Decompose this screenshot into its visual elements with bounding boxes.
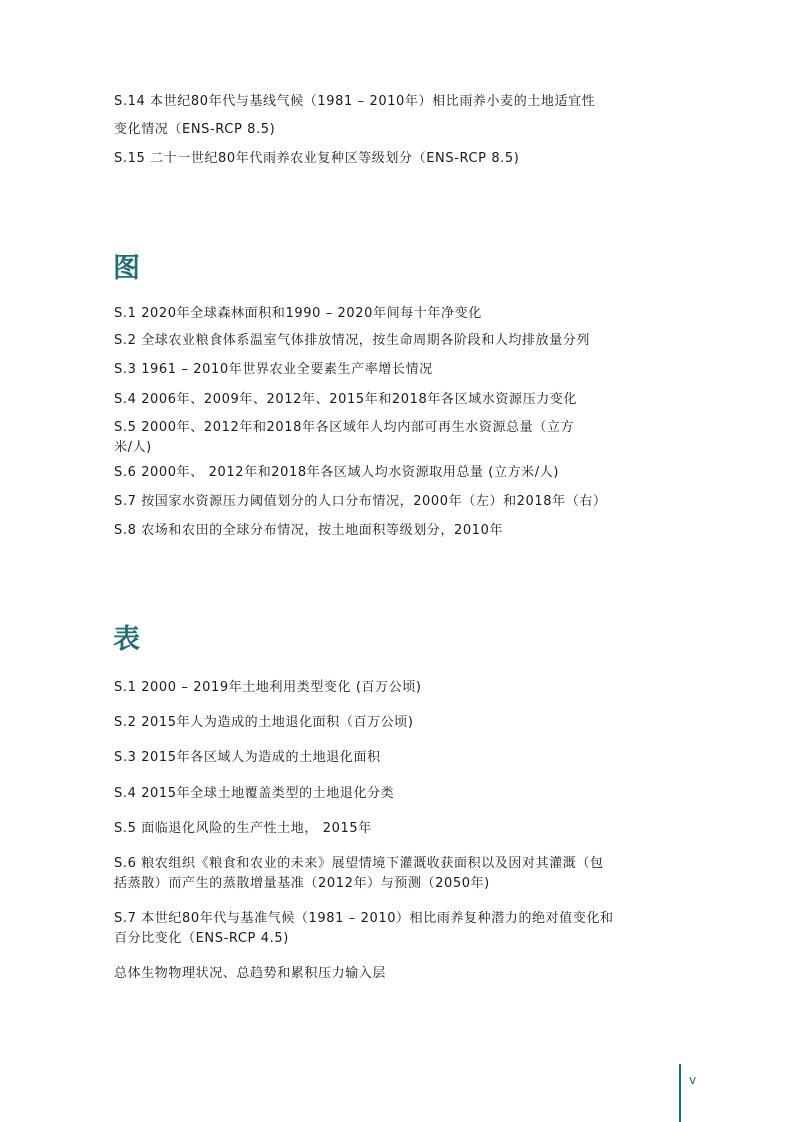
figure-list-item: S.7 按国家水资源压力阈值划分的人口分布情况，2000年（左）和2018年（右） [114, 494, 607, 509]
table-list-item: 总体生物物理状况、总趋势和累积压力输入层 [114, 966, 387, 981]
table-list-item: S.2 2015年人为造成的土地退化面积（百万公顷) [114, 715, 414, 730]
page-number: v [689, 1073, 697, 1087]
map-list-item: S.15 二十一世纪80年代雨养农业复种区等级划分（ENS-RCP 8.5) [114, 151, 520, 166]
figure-list-item: S.3 1961 – 2010年世界农业全要素生产率增长情况 [114, 362, 433, 377]
figure-list-item: S.8 农场和农田的全球分布情况，按土地面积等级划分，2010年 [114, 523, 504, 538]
tables-heading: 表 [113, 624, 140, 655]
figure-list-item: S.5 2000年、2012年和2018年各区域年人均内部可再生水资源总量（立方 米/人) [114, 420, 575, 455]
figure-list-item: S.1 2020年全球森林面积和1990 – 2020年间每十年净变化 [114, 306, 482, 321]
table-list-item: S.3 2015年各区域人为造成的土地退化面积 [114, 750, 381, 765]
figure-list-item: S.4 2006年、2009年、2012年、2015年和2018年各区域水资源压力变化 [114, 392, 578, 407]
table-list-item: S.5 面临退化风险的生产性土地， 2015年 [114, 821, 372, 836]
figure-list-item: S.6 2000年、 2012年和2018年各区域人均水资源取用总量 (立方米/人) [114, 465, 560, 480]
table-list-item: S.4 2015年全球土地覆盖类型的土地退化分类 [114, 786, 395, 801]
figures-heading: 图 [113, 253, 140, 284]
figure-list-item: S.2 全球农业粮食体系温室气体排放情况，按生命周期各阶段和人均排放量分列 [114, 333, 590, 348]
table-list-item: S.7 本世纪80年代与基准气候（1981 – 2010）相比雨养复种潜力的绝对值变化和 百分比变化（ENS-RCP 4.5) [114, 911, 614, 946]
map-list-item: 变化情况（ENS-RCP 8.5) [114, 122, 276, 137]
table-list-item: S.6 粮农组织《粮食和农业的未来》展望情境下灌溉收获面积以及因对其灌溉（包 括蒸散）而产生的蒸散增量基准（2012年）与预测（2050年) [114, 856, 604, 891]
map-list-item: S.14 本世纪80年代与基线气候（1981 – 2010年）相比雨养小麦的土地适宜性 [114, 94, 596, 109]
footer-divider [679, 1064, 681, 1122]
table-list-item: S.1 2000 – 2019年土地利用类型变化 (百万公顷) [114, 680, 422, 695]
